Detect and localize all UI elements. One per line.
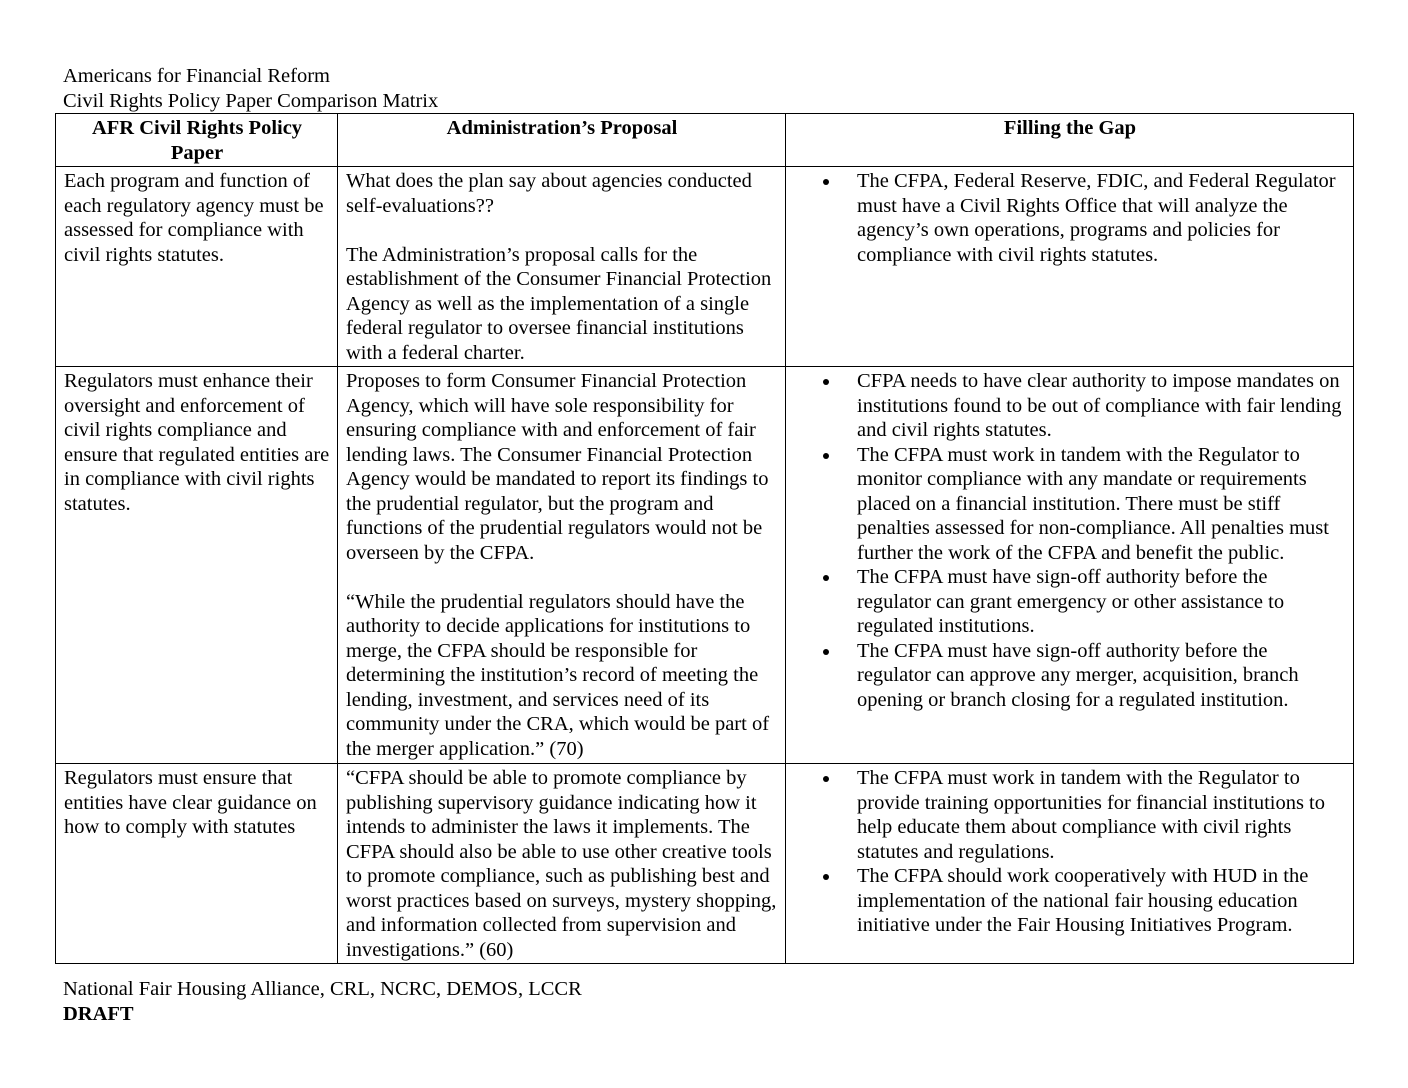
gap-cell bbox=[786, 167, 1354, 367]
proposal-paragraph: Proposes to form Consumer Financial Protection Agency, which will have sole responsibility for ensuring compliance with and enforcement of fair lending laws. The Consumer Financial Protection Agency would be mandated to report its findings to the prudential regulator, but the program and functions of the prudential regulators would not be overseen by the CFPA. bbox=[346, 370, 769, 564]
gap-bullet-list bbox=[794, 766, 1346, 938]
gap-cell bbox=[786, 367, 1354, 764]
column-header-proposal: Administration’s Proposal bbox=[338, 114, 786, 167]
gap-bullet-list bbox=[794, 169, 1346, 267]
draft-label: DRAFT bbox=[63, 1002, 134, 1025]
afr-cell bbox=[56, 367, 338, 764]
table-row bbox=[56, 167, 1354, 367]
afr-text: Regulators must ensure that entities have clear guidance on how to comply with statutes bbox=[64, 767, 317, 838]
gap-bullet-item: The CFPA, Federal Reserve, FDIC, and Federal Regulator must have a Civil Rights Office that will analyze the agency’s own operations, programs and policies for compliance with civil rights statutes. bbox=[857, 169, 1346, 267]
afr-text: Regulators must enhance their oversight and enforcement of civil rights compliance and ensure that regulated entities are in compliance with civil rights statutes. bbox=[64, 370, 330, 515]
table-row bbox=[56, 764, 1354, 964]
proposal-cell bbox=[338, 764, 786, 964]
column-header-afr: AFR Civil Rights Policy Paper bbox=[56, 114, 338, 167]
gap-cell bbox=[786, 764, 1354, 964]
organization-name: Americans for Financial Reform bbox=[63, 65, 330, 87]
proposal-cell bbox=[338, 167, 786, 367]
gap-bullet-item: The CFPA should work cooperatively with HUD in the implementation of the national fair housing education initiative under the Fair Housing Initiatives Program. bbox=[857, 864, 1346, 938]
afr-cell bbox=[56, 764, 338, 964]
proposal-paragraph: “CFPA should be able to promote compliance by publishing supervisory guidance indicating how it intends to administer the laws it implements. The CFPA should also be able to use other creative tools to promote compliance, such as publishing best and worst practices based on surveys, mystery shopping, and information collected from supervision and investigations.” (60) bbox=[346, 767, 777, 961]
gap-bullet-item: The CFPA must work in tandem with the Regulator to monitor compliance with any mandate or requirements placed on a financial institution. There must be stiff penalties assessed for non-compliance. All penalties must further the work of the CFPA and benefit the public. bbox=[857, 443, 1346, 566]
comparison-matrix-table bbox=[55, 113, 1354, 964]
document-footer bbox=[63, 977, 582, 1026]
column-header-gap: Filling the Gap bbox=[786, 114, 1354, 167]
table-header-row bbox=[56, 114, 1354, 167]
gap-bullet-item: CFPA needs to have clear authority to impose mandates on institutions found to be out of compliance with fair lending and civil rights statutes. bbox=[857, 369, 1346, 443]
gap-bullet-item: The CFPA must have sign-off authority before the regulator can approve any merger, acquisition, branch opening or branch closing for a regulated institution. bbox=[857, 639, 1346, 713]
afr-cell bbox=[56, 167, 338, 367]
proposal-cell bbox=[338, 367, 786, 764]
gap-bullet-item: The CFPA must work in tandem with the Regulator to provide training opportunities for financial institutions to help educate them about compliance with civil rights statutes and regulations. bbox=[857, 766, 1346, 864]
document-title: Civil Rights Policy Paper Comparison Matrix bbox=[63, 89, 439, 112]
proposal-paragraph: “While the prudential regulators should have the authority to decide applications for institutions to merge, the CFPA should be responsible for determining the institution’s record of meeting the lending, investment, and services need of its community under the CRA, which would be part of the merger application.” (70) bbox=[346, 590, 770, 760]
proposal-paragraph: The Administration’s proposal calls for the establishment of the Consumer Financial Protection Agency as well as the implementation of a single federal regulator to oversee financial institutions with a federal charter. bbox=[346, 243, 772, 364]
gap-bullet-item: The CFPA must have sign-off authority before the regulator can grant emergency or other assistance to regulated institutions. bbox=[857, 565, 1346, 639]
partner-organizations: National Fair Housing Alliance, CRL, NCRC, DEMOS, LCCR bbox=[63, 978, 582, 1000]
document-header bbox=[63, 64, 438, 113]
gap-bullet-list bbox=[794, 369, 1346, 712]
proposal-paragraph: What does the plan say about agencies conducted self-evaluations?? bbox=[346, 170, 752, 217]
afr-text: Each program and function of each regulatory agency must be assessed for compliance with civil rights statutes. bbox=[64, 170, 324, 266]
table-row bbox=[56, 367, 1354, 764]
